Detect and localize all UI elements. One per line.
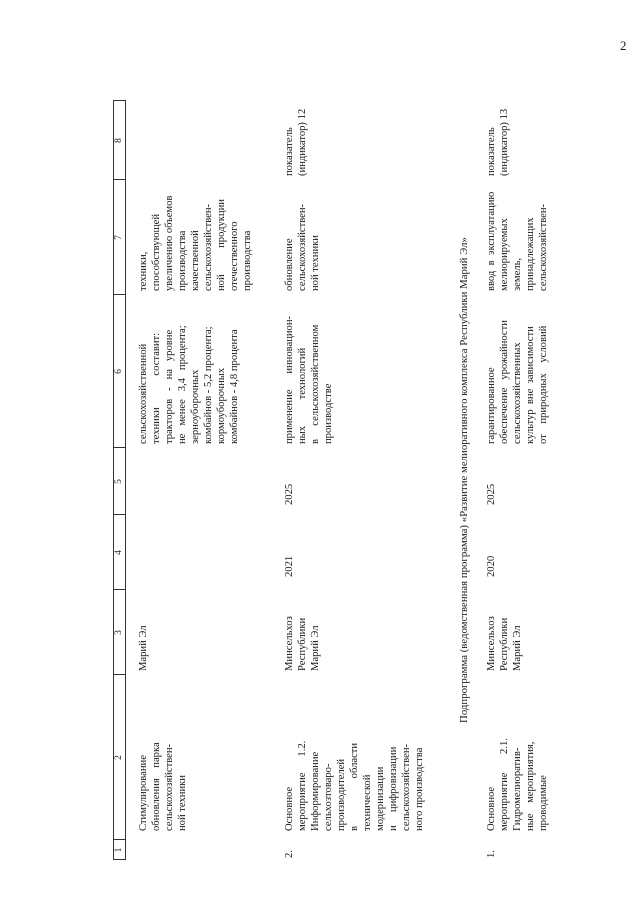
- row1-name: Основное мероприятие 1.2. Информирование сельхозтоваро- производителей в области технической модернизации и цифровизации сельскохозяйствен- ного производства: [284, 740, 425, 831]
- subprogram-title: Подпрограмма (ведомственная программа) «Развитие мелиоративного комплекса Республики Марий Эл»: [458, 237, 470, 723]
- header-bottom-border: [125, 100, 126, 860]
- row1-executor: Минсельхоз Республики Марий Эл: [284, 616, 321, 671]
- col-header-3: 3: [114, 630, 124, 635]
- col-header-2: 2: [114, 755, 124, 760]
- row1-start: 2021: [284, 555, 295, 577]
- row1-risk: обновление сельскохозяйствен- ной техники: [284, 203, 321, 291]
- row2-risk: ввод в эксплуатацию мелиорируемых земель, принадлежащих сельскохозяйствен-: [486, 191, 549, 291]
- row0-risk: техники, способствующей увеличению объемов производства качественной сельскохозяйствен- ной продукции отечественного производства: [138, 195, 253, 291]
- row2-start: 2020: [486, 555, 497, 577]
- row2-end: 2025: [486, 483, 497, 505]
- page-number: 2: [620, 38, 627, 53]
- col-header-1: 1: [114, 847, 124, 853]
- row2-result: гарантированное обеспечение урожайности сельскохозяйственных культур вне зависимости от природных условий: [486, 320, 549, 444]
- row2-indicator: показатель (индикатор) 13: [486, 108, 510, 176]
- col-header-4: 4: [114, 550, 124, 555]
- col-header-5: 5: [114, 479, 124, 484]
- row1-indicator: показатель (индикатор) 12: [284, 108, 308, 176]
- row1-num: 2.: [284, 850, 295, 858]
- row1-result: применение инновацион- ных технологий в сельскохозяйственном производстве: [284, 315, 334, 444]
- row0-executor: Марий Эл: [138, 625, 149, 671]
- row2-name: Основное мероприятие 2.1. Гидромелиоратив- ные мероприятия, проводимые: [486, 738, 549, 831]
- rotated-table: [113, 100, 623, 860]
- row0-result: сельскохозяйственной техники составит: тракторов - на уровне не менее 3,4 процента; зерноуборочных комбайнов - 5,2 процента; кормоуборочных комбайнов - 4,8 процента: [138, 325, 240, 444]
- row2-num: 1.: [486, 850, 497, 858]
- col-header-6: 6: [114, 369, 124, 374]
- row0-name: Стимулирование обновления парка сельскохозяйствен- ной техники: [138, 742, 188, 831]
- col-header-7: 7: [114, 235, 124, 240]
- col-header-8: 8: [114, 138, 124, 143]
- row1-end: 2025: [284, 483, 295, 505]
- row2-executor: Минсельхоз Республики Марий Эл: [486, 616, 523, 671]
